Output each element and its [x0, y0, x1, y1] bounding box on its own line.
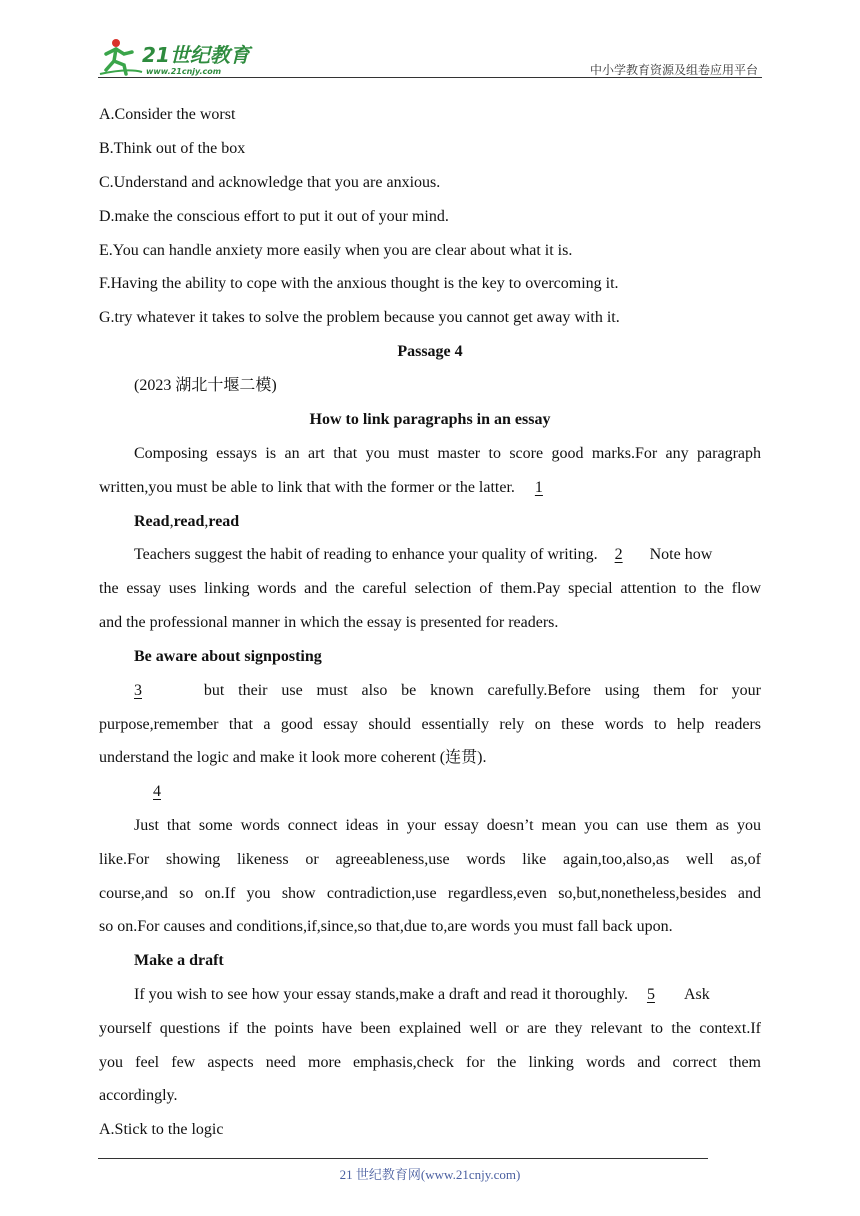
paragraph-3-line-3: understand the logic and make it look more coherent (连贯).	[99, 749, 487, 766]
option-d: D.make the conscious effort to put it out of your mind.	[99, 208, 449, 225]
footer-divider	[98, 1158, 708, 1159]
svg-text:www.21cnjy.com: www.21cnjy.com	[146, 67, 222, 76]
header-divider	[98, 77, 762, 78]
paragraph-4-line-3: course,and so on.If you show contradiction,use regardless,even so,but,nonetheless,besides and	[99, 885, 761, 902]
option-b: B.Think out of the box	[99, 140, 246, 157]
blank-3[interactable]: 3	[134, 682, 142, 699]
option-e: E.You can handle anxiety more easily when you are clear about what it is.	[99, 242, 573, 259]
page-header	[98, 30, 758, 78]
paragraph-3-line-2: purpose,remember that a good essay should essentially rely on these words to help readers	[99, 716, 761, 733]
paragraph-2-line-2: the essay uses linking words and the careful selection of them.Pay special attention to the flow	[99, 580, 761, 597]
blank-4[interactable]: 4	[153, 783, 161, 800]
blank-1[interactable]: 1	[534, 479, 543, 496]
paragraph-5-line-3: you feel few aspects need more emphasis,check for the linking words and correct them	[99, 1054, 761, 1071]
option-f: F.Having the ability to cope with the anxious thought is the key to overcoming it.	[99, 275, 619, 292]
heading-blank-4	[134, 782, 180, 802]
svg-text:21世纪教育: 21世纪教育	[142, 43, 250, 67]
option-c: C.Understand and acknowledge that you are anxious.	[99, 174, 441, 191]
passage-source: (2023 湖北十堰二模)	[134, 377, 277, 394]
passage-label: Passage 4	[397, 343, 463, 360]
paragraph-4-line-4: so on.For causes and conditions,if,since,so that,due to,are words you must fall back upon.	[99, 918, 673, 935]
paragraph-4-line-1: Just that some words connect ideas in your essay doesn’t mean you can use them as you	[134, 817, 761, 834]
passage-title: How to link paragraphs in an essay	[309, 411, 551, 428]
paragraph-1-line-2: written,you must be able to link that with the former or the latter. 1	[99, 478, 563, 498]
heading-make-a-draft: Make a draft	[134, 952, 224, 969]
paragraph-5-line-1: If you wish to see how your essay stands,make a draft and read it thoroughly. 5 Ask	[134, 986, 710, 1003]
paragraph-5-line-2: yourself questions if the points have been explained well or are they relevant to the context.If	[99, 1020, 761, 1037]
footer-link[interactable]: 21 世纪教育网(www.21cnjy.com)	[339, 1167, 521, 1182]
site-logo	[98, 34, 258, 78]
paragraph-4-line-2: like.For showing likeness or agreeableness,use words like again,too,also,as well as,of	[99, 851, 761, 868]
paragraph-2-line-3: and the professional manner in which the essay is presented for readers.	[99, 614, 559, 631]
paragraph-1-line-1: Composing essays is an art that you must master to score good marks.For any paragraph	[134, 445, 761, 462]
answer-option-a: A.Stick to the logic	[99, 1121, 224, 1138]
runner-logo-icon	[98, 34, 258, 78]
heading-signposting: Be aware about signposting	[134, 648, 322, 665]
paragraph-2-line-1: Teachers suggest the habit of reading to enhance your quality of writing. 2 Note how	[134, 546, 713, 563]
option-a: A.Consider the worst	[99, 106, 236, 123]
option-g: G.try whatever it takes to solve the problem because you cannot get away with it.	[99, 309, 620, 326]
platform-name: 中小学教育资源及组卷应用平台	[589, 63, 758, 77]
blank-2[interactable]: 2	[614, 546, 623, 563]
blank-5[interactable]: 5	[646, 986, 655, 1003]
heading-read-read-read: Read,read,read	[134, 513, 240, 530]
paragraph-5-line-4: accordingly.	[99, 1087, 178, 1104]
paragraph-3-line-1: 3 but their use must also be known carefully.Before using them for your	[134, 682, 762, 699]
